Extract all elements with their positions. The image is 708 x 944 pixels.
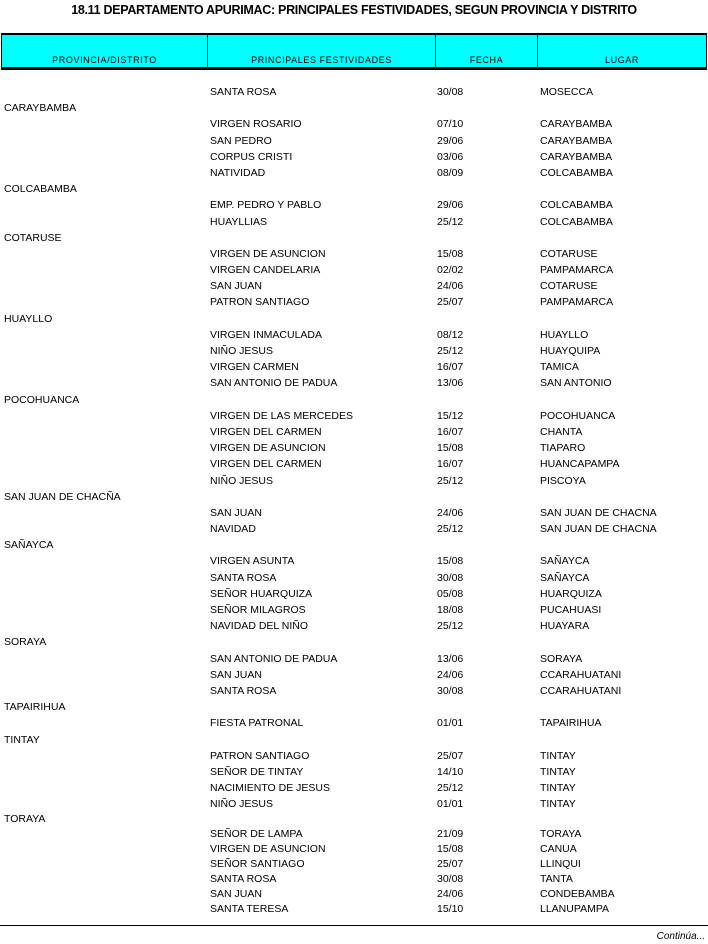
place-cell: PAMPAMARCA (540, 296, 614, 309)
province-row (0, 634, 708, 650)
place-cell: PAMPAMARCA (540, 264, 614, 277)
date-cell: 02/02 (437, 264, 464, 277)
date-cell: 30/08 (437, 571, 464, 584)
place-cell: COLCABAMBA (540, 215, 613, 228)
festivity-cell: NIÑO JESUS (210, 798, 274, 811)
column-header-label: LUGAR (604, 55, 639, 65)
festivity-cell: SANTA TERESA (210, 903, 289, 916)
festivity-cell: PATRON SANTIAGO (210, 296, 310, 309)
table-row (0, 667, 708, 683)
column-header-fecha (436, 35, 538, 67)
place-cell: COLCABAMBA (540, 199, 613, 212)
table-row (0, 505, 708, 521)
table-row (0, 278, 708, 294)
place-cell: CARAYBAMBA (540, 118, 613, 131)
date-cell: 14/10 (437, 765, 464, 778)
date-cell: 01/01 (437, 798, 464, 811)
table-row (0, 424, 708, 440)
table-row (0, 294, 708, 310)
table-row (0, 553, 708, 569)
place-cell: CARAYBAMBA (540, 134, 613, 147)
festivity-cell: SEÑOR DE TINTAY (210, 765, 304, 778)
date-cell: 05/08 (437, 587, 464, 600)
place-cell: COLCABAMBA (540, 166, 613, 179)
place-cell: POCOHUANCA (540, 409, 616, 422)
place-cell: TAMICA (540, 361, 579, 374)
date-cell: 25/12 (437, 345, 464, 357)
date-cell: 24/06 (437, 506, 464, 519)
province-row (0, 489, 708, 505)
festivity-cell: SEÑOR HUARQUIZA (210, 587, 313, 600)
date-cell: 30/08 (437, 684, 464, 697)
date-cell: 25/12 (437, 620, 464, 633)
festivity-cell: FIESTA PATRONAL (210, 717, 304, 730)
province-row (0, 311, 708, 327)
table-row (0, 165, 708, 181)
place-cell: TINTAY (540, 782, 576, 795)
column-header-label: PROVINCIA/DISTRITO (52, 55, 157, 65)
table-row (0, 149, 708, 165)
table-row (0, 133, 708, 149)
place-cell: PUCAHUASI (540, 604, 602, 616)
province-cell: SAN JUAN DE CHACÑA (4, 490, 121, 503)
place-cell: CCARAHUATANI (540, 684, 622, 697)
table-row (0, 857, 708, 872)
column-header-label: FECHA (469, 55, 504, 65)
table-row (0, 116, 708, 132)
table-row (0, 748, 708, 764)
date-cell: 15/08 (437, 247, 464, 260)
place-cell: CARAYBAMBA (540, 150, 613, 163)
table-row (0, 440, 708, 456)
festivity-cell: NIÑO JESUS (210, 474, 274, 487)
date-cell: 16/07 (437, 425, 464, 438)
table-row (0, 262, 708, 278)
festivity-cell: SANTA ROSA (210, 684, 277, 697)
table-row (0, 796, 708, 812)
table-row (0, 586, 708, 602)
place-cell: TANTA (540, 873, 573, 886)
province-cell: TINTAY (4, 733, 40, 746)
place-cell: TINTAY (540, 798, 576, 811)
date-cell: 25/07 (437, 296, 464, 309)
date-cell: 29/06 (437, 199, 464, 212)
province-cell: SAÑAYCA (4, 539, 54, 552)
place-cell: LLINQUI (540, 858, 581, 871)
date-cell: 01/01 (437, 717, 464, 730)
date-cell: 30/08 (437, 873, 464, 886)
festivity-cell: SEÑOR MILAGROS (210, 604, 306, 616)
continua-note: Continúa... (656, 931, 705, 942)
column-header-lugar (538, 35, 706, 67)
table-row (0, 842, 708, 857)
column-header-label: PRINCIPALES FESTIVIDADES (251, 55, 392, 65)
festivity-cell: VIRGEN DE ASUNCION (210, 442, 326, 455)
page-title: 18.11 DEPARTAMENTO APURIMAC: PRINCIPALES FESTIVIDADES, SEGUN PROVINCIA Y DISTRITO (71, 3, 637, 17)
date-cell: 07/10 (437, 118, 464, 131)
place-cell: MOSECCA (540, 86, 594, 98)
festivity-cell: SAN JUAN (210, 280, 262, 293)
table-row (0, 715, 708, 731)
festivity-cell: SAN JUAN (210, 668, 262, 681)
date-cell: 24/06 (437, 280, 464, 293)
place-cell: TINTAY (540, 765, 576, 778)
festivity-cell: VIRGEN ASUNTA (210, 555, 295, 568)
province-cell: COTARUSE (4, 231, 62, 244)
table-row (0, 327, 708, 343)
table-row (0, 456, 708, 472)
festivity-cell: SAN PEDRO (210, 134, 272, 147)
date-cell: 25/12 (437, 215, 464, 228)
table-row (0, 618, 708, 634)
date-cell: 18/08 (437, 604, 464, 616)
place-cell: SAN JUAN DE CHACNA (540, 523, 657, 536)
table-row (0, 521, 708, 537)
place-cell: SAN JUAN DE CHACNA (540, 506, 657, 519)
province-cell: COLCABAMBA (4, 183, 77, 196)
date-cell: 25/07 (437, 858, 464, 871)
festivity-cell: NAVIDAD DEL NIÑO (210, 620, 309, 633)
festivity-cell: VIRGEN INMACULADA (210, 328, 323, 341)
place-cell: HUAYARA (540, 620, 590, 633)
date-cell: 30/08 (437, 86, 464, 98)
place-cell: TAPAIRIHUA (540, 717, 602, 730)
date-cell: 08/09 (437, 166, 464, 179)
province-cell: SORAYA (4, 636, 47, 649)
date-cell: 24/06 (437, 888, 464, 901)
province-row (0, 537, 708, 553)
table-header (1, 33, 707, 70)
festivity-cell: VIRGEN CANDELARIA (210, 264, 321, 277)
festivity-cell: SANTA ROSA (210, 571, 277, 584)
table-row (0, 359, 708, 375)
date-cell: 25/07 (437, 749, 464, 762)
place-cell: SORAYA (540, 652, 583, 665)
festivity-cell: VIRGEN DEL CARMEN (210, 458, 322, 471)
festivity-cell: VIRGEN DE ASUNCION (210, 247, 326, 260)
date-cell: 29/06 (437, 134, 464, 147)
table-row (0, 570, 708, 586)
festivity-cell: NATIVIDAD (210, 166, 266, 179)
festivity-cell: PATRON SANTIAGO (210, 749, 310, 762)
province-row (0, 181, 708, 197)
festivity-cell: SAN JUAN (210, 506, 262, 519)
table-row (0, 872, 708, 887)
date-cell: 25/12 (437, 782, 464, 795)
table-row (0, 197, 708, 213)
place-cell: HUARQUIZA (540, 587, 602, 600)
province-row (0, 732, 708, 748)
table-row (0, 827, 708, 842)
table-row (0, 602, 708, 618)
festivity-cell: SANTA ROSA (210, 86, 277, 98)
table-row (0, 408, 708, 424)
festivity-cell: NACIMIENTO DE JESUS (210, 782, 330, 795)
place-cell: CHANTA (540, 425, 583, 438)
date-cell: 16/07 (437, 458, 464, 471)
table-row (0, 214, 708, 230)
place-cell: TINTAY (540, 749, 576, 762)
date-cell: 08/12 (437, 328, 464, 341)
date-cell: 25/12 (437, 474, 464, 487)
date-cell: 13/06 (437, 652, 464, 665)
column-header-provincia (2, 35, 208, 67)
province-row (0, 100, 708, 116)
table-row (0, 84, 708, 100)
place-cell: HUANCAPAMPA (540, 458, 620, 471)
province-cell: CARAYBAMBA (4, 102, 77, 115)
place-cell: CCARAHUATANI (540, 668, 622, 681)
festivity-cell: VIRGEN DEL CARMEN (210, 425, 322, 438)
place-cell: CONDEBAMBA (540, 888, 615, 901)
place-cell: TIAPARO (540, 442, 586, 455)
place-cell: HUAYQUIPA (540, 345, 601, 357)
place-cell: COTARUSE (540, 247, 598, 260)
table-row (0, 343, 708, 359)
date-cell: 13/06 (437, 377, 464, 390)
date-cell: 25/12 (437, 523, 464, 536)
table-row (0, 683, 708, 699)
date-cell: 15/08 (437, 555, 464, 568)
place-cell: COTARUSE (540, 280, 598, 293)
table-row (0, 473, 708, 489)
place-cell: SAÑAYCA (540, 555, 590, 568)
table-row (0, 902, 708, 917)
province-row (0, 812, 708, 827)
festivity-cell: SAN ANTONIO DE PADUA (210, 652, 338, 665)
place-cell: CANUA (540, 843, 577, 856)
festivity-cell: SANTA ROSA (210, 873, 277, 886)
festivity-cell: SEÑOR DE LAMPA (210, 828, 303, 841)
province-cell: TAPAIRIHUA (4, 701, 66, 714)
province-row (0, 699, 708, 715)
table-body (0, 84, 708, 917)
festivity-cell: SAN ANTONIO DE PADUA (210, 377, 338, 390)
festivity-cell: CORPUS CRISTI (210, 150, 293, 163)
place-cell: SAN ANTONIO (540, 377, 612, 390)
date-cell: 03/06 (437, 150, 464, 163)
place-cell: PISCOYA (540, 474, 586, 487)
date-cell: 15/08 (437, 843, 464, 856)
festivity-cell: NAVIDAD (210, 523, 256, 536)
place-cell: TORAYA (540, 828, 582, 841)
festivity-cell: SEÑOR SANTIAGO (210, 858, 305, 871)
province-cell: TORAYA (4, 813, 46, 826)
province-row (0, 392, 708, 408)
date-cell: 24/06 (437, 668, 464, 681)
festivity-cell: NIÑO JESUS (210, 345, 274, 357)
date-cell: 15/12 (437, 409, 464, 422)
table-row (0, 375, 708, 391)
date-cell: 15/08 (437, 442, 464, 455)
date-cell: 15/10 (437, 903, 464, 916)
festivity-cell: EMP. PEDRO Y PABLO (210, 199, 322, 212)
table-row (0, 780, 708, 796)
table-row (0, 764, 708, 780)
date-cell: 21/09 (437, 828, 464, 841)
festivity-cell: VIRGEN CARMEN (210, 361, 299, 374)
festivity-cell: VIRGEN DE LAS MERCEDES (210, 409, 353, 422)
column-header-festividades (208, 35, 436, 67)
festivity-cell: VIRGEN ROSARIO (210, 118, 302, 131)
date-cell: 16/07 (437, 361, 464, 374)
table-row (0, 651, 708, 667)
province-row (0, 230, 708, 246)
bottom-divider (0, 925, 708, 926)
festivity-cell: VIRGEN DE ASUNCION (210, 843, 326, 856)
place-cell: LLANUPAMPA (540, 903, 610, 916)
place-cell: HUAYLLO (540, 328, 589, 341)
province-cell: HUAYLLO (4, 312, 53, 325)
festivity-cell: HUAYLLIAS (210, 215, 267, 228)
table-row (0, 887, 708, 902)
festivity-cell: SAN JUAN (210, 888, 262, 901)
province-cell: POCOHUANCA (4, 393, 80, 406)
place-cell: SAÑAYCA (540, 571, 590, 584)
table-row (0, 246, 708, 262)
